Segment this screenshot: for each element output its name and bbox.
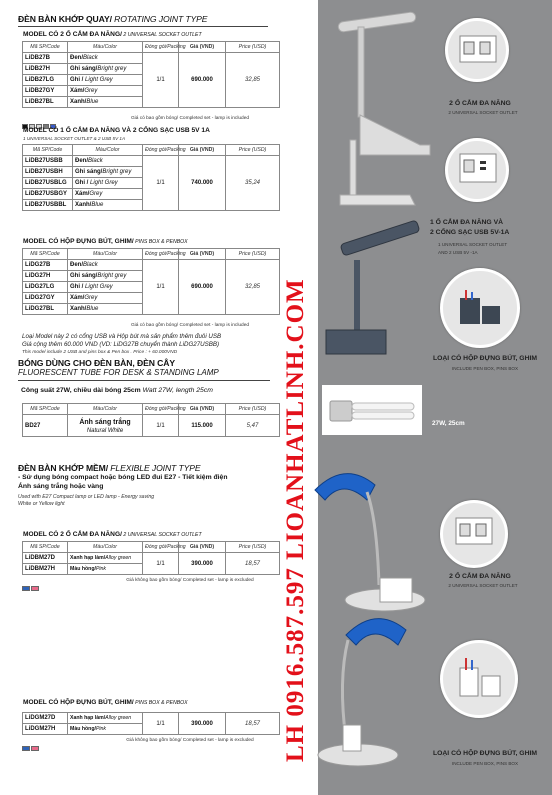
table-header [23, 542, 280, 553]
table-row [23, 156, 280, 167]
swatch-pink [31, 746, 39, 751]
table-header [23, 404, 280, 415]
section3-note: Giá có bao gồm bóng/ Completed set - lamp is included [130, 323, 250, 328]
price-usd-cell: 5,47 [226, 415, 280, 437]
product-color: Xám/Grey [73, 189, 143, 200]
product-code: LiDB27H [23, 64, 68, 75]
product-color: Đen/Black [73, 156, 143, 167]
header-code: Mã SP/Code [23, 42, 68, 53]
product-color: Màu hồng/Pink [68, 724, 143, 735]
product-color: Xám/Grey [68, 86, 143, 97]
price-vnd-cell: 390.000 [179, 713, 226, 735]
price-usd-cell: 32,85 [226, 53, 280, 108]
phone-watermark: LH 0916.587.597 LIOANHATLINH.COM [282, 278, 309, 762]
caption-sub: INCLUDE PEN BOX, PINS BOX [451, 761, 519, 766]
packing-cell: 1/1 [143, 415, 179, 437]
section6-model: MODEL CÓ HỘP ĐỰNG BÚT, GHIM/ PINS BOX & PENBOX [23, 699, 188, 706]
caption-title: 2 CỔNG SẠC USB 5V-1A [430, 229, 510, 236]
packing-cell: 1/1 [143, 260, 179, 315]
packing-cell: 1/1 [143, 53, 179, 108]
product-code: LiDBM27D [23, 553, 68, 564]
product-code: LiDB27USBB [23, 156, 73, 167]
header-code: Mã SP/Code [23, 249, 68, 260]
product-color: Xanh/Blue [73, 200, 143, 211]
table-row [23, 553, 280, 564]
header-color: Màu/Color [68, 404, 143, 415]
product-code: LiDB27GY [23, 86, 68, 97]
price-vnd-cell: 690.000 [179, 260, 226, 315]
header-color: Màu/Color [68, 42, 143, 53]
product-code: LiDB27BL [23, 97, 68, 108]
divider [18, 380, 270, 381]
caption-title: 2 Ổ CẮM ĐA NĂNG [449, 573, 511, 580]
section5-model: MODEL CÓ 2 Ổ CẮM ĐA NĂNG/ 2 UNIVERSAL SOCKET OUTLET [23, 531, 202, 538]
header-packing: Đóng gói/Packing [143, 42, 179, 53]
section5-note: Giá không bao gồm bóng/ Completed set - lamp is excluded [126, 578, 254, 583]
product-code: LiDB27B [23, 53, 68, 64]
section5-bullet1: - Sử dụng bóng compact hoặc bóng LED đui E27 - Tiết kiệm điện [18, 474, 228, 481]
packing-cell: 1/1 [143, 156, 179, 211]
header-packing: Đóng gói/Packing [143, 542, 179, 553]
section3-model: MODEL CÓ HỘP ĐỰNG BÚT, GHIM/ PINS BOX & PENBOX [23, 238, 188, 245]
product-code: LiDGM27H [23, 724, 68, 735]
price-vnd-cell: 740.000 [179, 156, 226, 211]
swatch-blue [22, 586, 30, 591]
header-color: Màu/Color [68, 249, 143, 260]
header-code: Mã SP/Code [23, 404, 68, 415]
caption-sub: INCLUDE PEN BOX, PINS BOX [451, 366, 519, 371]
flexible-penbox-lamp-image [318, 600, 448, 770]
penbox-icon [456, 288, 504, 328]
price-usd-cell: 35,24 [226, 156, 280, 211]
socket-icon [458, 34, 498, 64]
swatch-pink [31, 586, 39, 591]
price-usd-cell: 18,57 [226, 553, 280, 575]
product-code: LiDG27BL [23, 304, 68, 315]
product-code: LiDG27B [23, 260, 68, 271]
table-row [23, 53, 280, 64]
section6-table [22, 712, 280, 735]
product-color: Ánh sáng trắng Natural White [68, 415, 143, 437]
section1-table [22, 41, 280, 108]
header-code: Mã SP/Code [23, 542, 68, 553]
table-header [23, 249, 280, 260]
header-packing: Đóng gói/Packing [143, 249, 179, 260]
section1-model: MODEL CÓ 2 Ổ CẮM ĐA NĂNG/ 2 UNIVERSAL SOCKET OUTLET [23, 31, 202, 38]
bulb-label: 27W, 25cm [432, 420, 465, 427]
product-color: Ghi / Light Grey [68, 282, 143, 293]
price-vnd-cell: 115.000 [179, 415, 226, 437]
product-code: LiDG27LG [23, 282, 68, 293]
color-swatches [22, 578, 40, 596]
header-code: Mã SP/Code [23, 145, 73, 156]
caption-title: LOẠI CÓ HỘP ĐỰNG BÚT, GHIM [432, 750, 538, 757]
caption-title: 1 Ổ CẮM ĐA NĂNG VÀ [430, 219, 504, 226]
flexible-lamp-image [305, 460, 435, 620]
product-code: LiDG27H [23, 271, 68, 282]
swatch-blue [22, 746, 30, 751]
header-color: Màu/Color [73, 145, 143, 156]
section1-title: ĐÈN BÀN KHỚP QUAY/ ROTATING JOINT TYPE [18, 14, 208, 24]
caption-sub: 1 UNIVERSAL SOCKET OUTLET [438, 242, 508, 247]
header-price-vnd: Giá (VND) [179, 249, 226, 260]
product-color: Ghi sáng/Bright grey [73, 167, 143, 178]
caption-sub: 2 UNIVERSAL SOCKET OUTLET [448, 110, 518, 115]
section2-table [22, 144, 280, 211]
section4-table [22, 403, 280, 437]
header-price-vnd: Giá (VND) [179, 542, 226, 553]
product-color: Xanh/Blue [68, 97, 143, 108]
table-row [23, 713, 280, 724]
product-code: LiDBM27H [23, 564, 68, 575]
header-color: Màu/Color [68, 542, 143, 553]
header-packing: Đóng gói/Packing [143, 404, 179, 415]
product-code: LiDB27USBBL [23, 200, 73, 211]
packing-cell: 1/1 [143, 713, 179, 735]
product-code: LiDB27USBGY [23, 189, 73, 200]
product-color: Xám/Grey [68, 293, 143, 304]
section3-extra2: Giá cộng thêm 60.000 VND (VD: LiDG27B chuyển thành LiDG27USBB) [22, 341, 220, 348]
price-vnd-cell: 690.000 [179, 53, 226, 108]
section5-bullet3: Used with E27 Compact lamp or LED lamp - Energy saving [18, 494, 155, 500]
header-price-vnd: Giá (VND) [179, 42, 226, 53]
product-color: Xanh hạp làm/Alloy green [68, 713, 143, 724]
header-price-usd: Price (USD) [226, 404, 280, 415]
usb-socket-icon [458, 152, 498, 184]
section5-bullet4: White or Yellow light [18, 501, 65, 507]
table-header [23, 42, 280, 53]
penbox-icon [456, 656, 504, 700]
price-usd-cell: 18,57 [226, 713, 280, 735]
product-color: Ghi sáng/Bright grey [68, 64, 143, 75]
product-code: BD27 [23, 415, 68, 437]
section3-table [22, 248, 280, 315]
section5-bullet2: Ánh sáng trắng hoặc vàng [18, 483, 104, 490]
caption-title: LOẠI CÓ HỘP ĐỰNG BÚT, GHIM [432, 355, 538, 362]
product-color: Xanh hạp làm/Alloy green [68, 553, 143, 564]
fluorescent-bulb-image [322, 385, 422, 435]
table-row [23, 415, 280, 437]
section3-extra3: This model include 2 USB and pins box & Pen box . Price : + 60.000VND [22, 350, 178, 355]
table-row [23, 260, 280, 271]
product-color: Xanh/Blue [68, 304, 143, 315]
caption-sub: 2 UNIVERSAL SOCKET OUTLET [448, 583, 518, 588]
product-code: LiDGM27D [23, 713, 68, 724]
usb-lamp-image [320, 120, 450, 220]
penbox-lamp-image [320, 220, 460, 360]
product-color: Ghi / Light Grey [73, 178, 143, 189]
color-swatches [22, 738, 40, 756]
price-vnd-cell: 390.000 [179, 553, 226, 575]
product-color: Đen/Black [68, 53, 143, 64]
section4-title-en: FLUORESCENT TUBE FOR DESK & STANDING LAMP [18, 368, 219, 377]
section6-note: Giá không bao gồm bóng/ Completed set - lamp is excluded [126, 738, 254, 743]
section2-model-en: 1 UNIVERSAL SOCKET OUTLET & 2 USB 5V 1A [23, 136, 126, 141]
product-code: LiDB27USBH [23, 167, 73, 178]
section5-table [22, 541, 280, 575]
section4-title: BÓNG DÙNG CHO ĐÈN BÀN, ĐÈN CÂY [18, 358, 175, 368]
product-color: Đen/Black [68, 260, 143, 271]
header-price-vnd: Giá (VND) [179, 145, 226, 156]
header-packing: Đóng gói/Packing [143, 145, 179, 156]
header-price-usd: Price (USD) [226, 42, 280, 53]
caption-title: 2 Ổ CẮM ĐA NĂNG [449, 100, 511, 107]
product-color: Màu hồng/Pink [68, 564, 143, 575]
header-price-usd: Price (USD) [226, 145, 280, 156]
packing-cell: 1/1 [143, 553, 179, 575]
header-price-usd: Price (USD) [226, 249, 280, 260]
price-usd-cell: 32,85 [226, 260, 280, 315]
divider [18, 26, 268, 27]
section1-note: Giá có bao gồm bóng/ Completed set - lamp is included [130, 116, 250, 121]
header-price-usd: Price (USD) [226, 542, 280, 553]
section4-spec: Công suất 27W, chiều dài bóng 25cm Watt 27W, length 25cm [21, 387, 213, 394]
product-code: LiDB27LG [23, 75, 68, 86]
header-price-vnd: Giá (VND) [179, 404, 226, 415]
caption-sub: AND 2 USB 5V -1A [438, 250, 478, 255]
product-color: Ghi / Light Grey [68, 75, 143, 86]
socket-icon [454, 516, 494, 546]
product-code: LiDG27GY [23, 293, 68, 304]
product-code: LiDB27USBLG [23, 178, 73, 189]
section5-title: ĐÈN BÀN KHỚP MỀM/ FLEXIBLE JOINT TYPE [18, 463, 201, 473]
section2-model: MODEL CÓ 1 Ổ CẮM ĐA NĂNG VÀ 2 CỔNG SẠC USB 5V 1A [23, 127, 210, 134]
section3-extra1: Loại Model này 2 có cổng USB và Hộp bút mà sản phẩm thêm đuôi USB [22, 333, 222, 340]
product-color: Ghi sáng/Bright grey [68, 271, 143, 282]
table-header [23, 145, 280, 156]
